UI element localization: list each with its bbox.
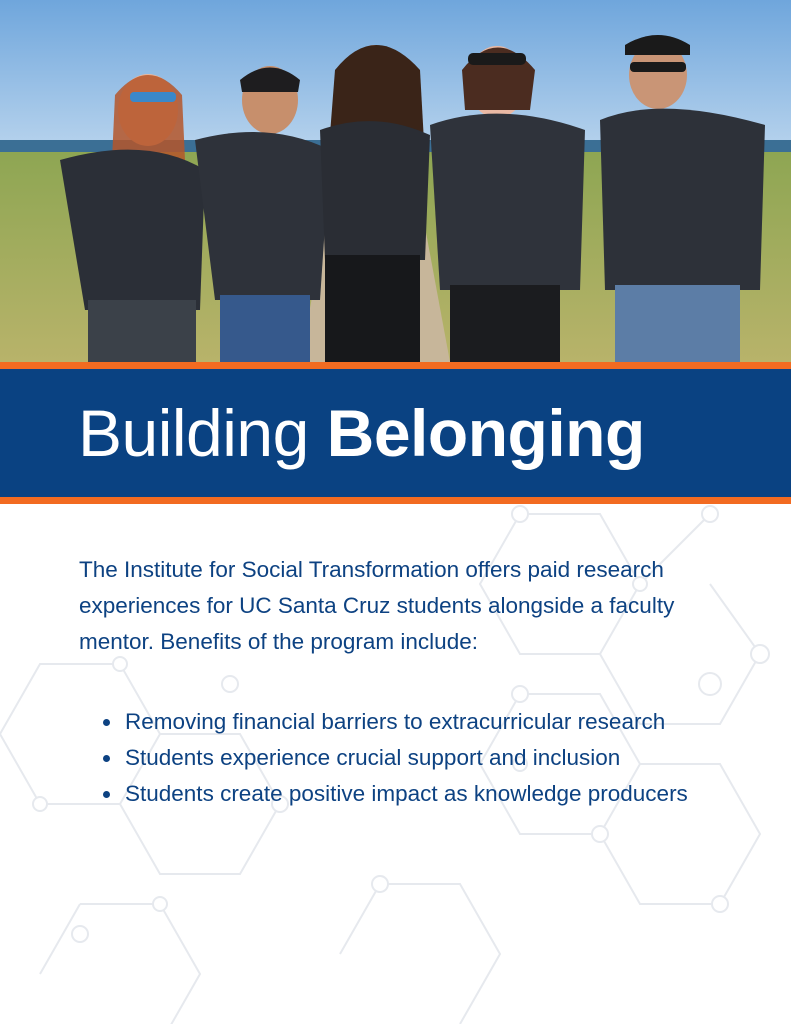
orange-stripe-bottom — [0, 497, 791, 504]
title-banner — [0, 369, 791, 497]
list-item: • Removing financial barriers to extracurricular research — [123, 704, 719, 740]
intro-paragraph: The Institute for Social Transformation offers paid research experiences for UC Santa Cruz students alongside a faculty mentor. Benefits of the program include: — [79, 557, 675, 654]
group-photo — [0, 0, 791, 362]
title-light: Building — [78, 396, 327, 470]
benefits-list — [79, 704, 719, 812]
page-title — [0, 396, 645, 470]
body-content — [79, 552, 719, 812]
list-item: • Students create positive impact as knowledge producers — [123, 776, 719, 812]
title-bold: Belonging — [326, 396, 645, 470]
orange-stripe-top — [0, 362, 791, 369]
list-item: • Students experience crucial support and inclusion — [123, 740, 719, 776]
